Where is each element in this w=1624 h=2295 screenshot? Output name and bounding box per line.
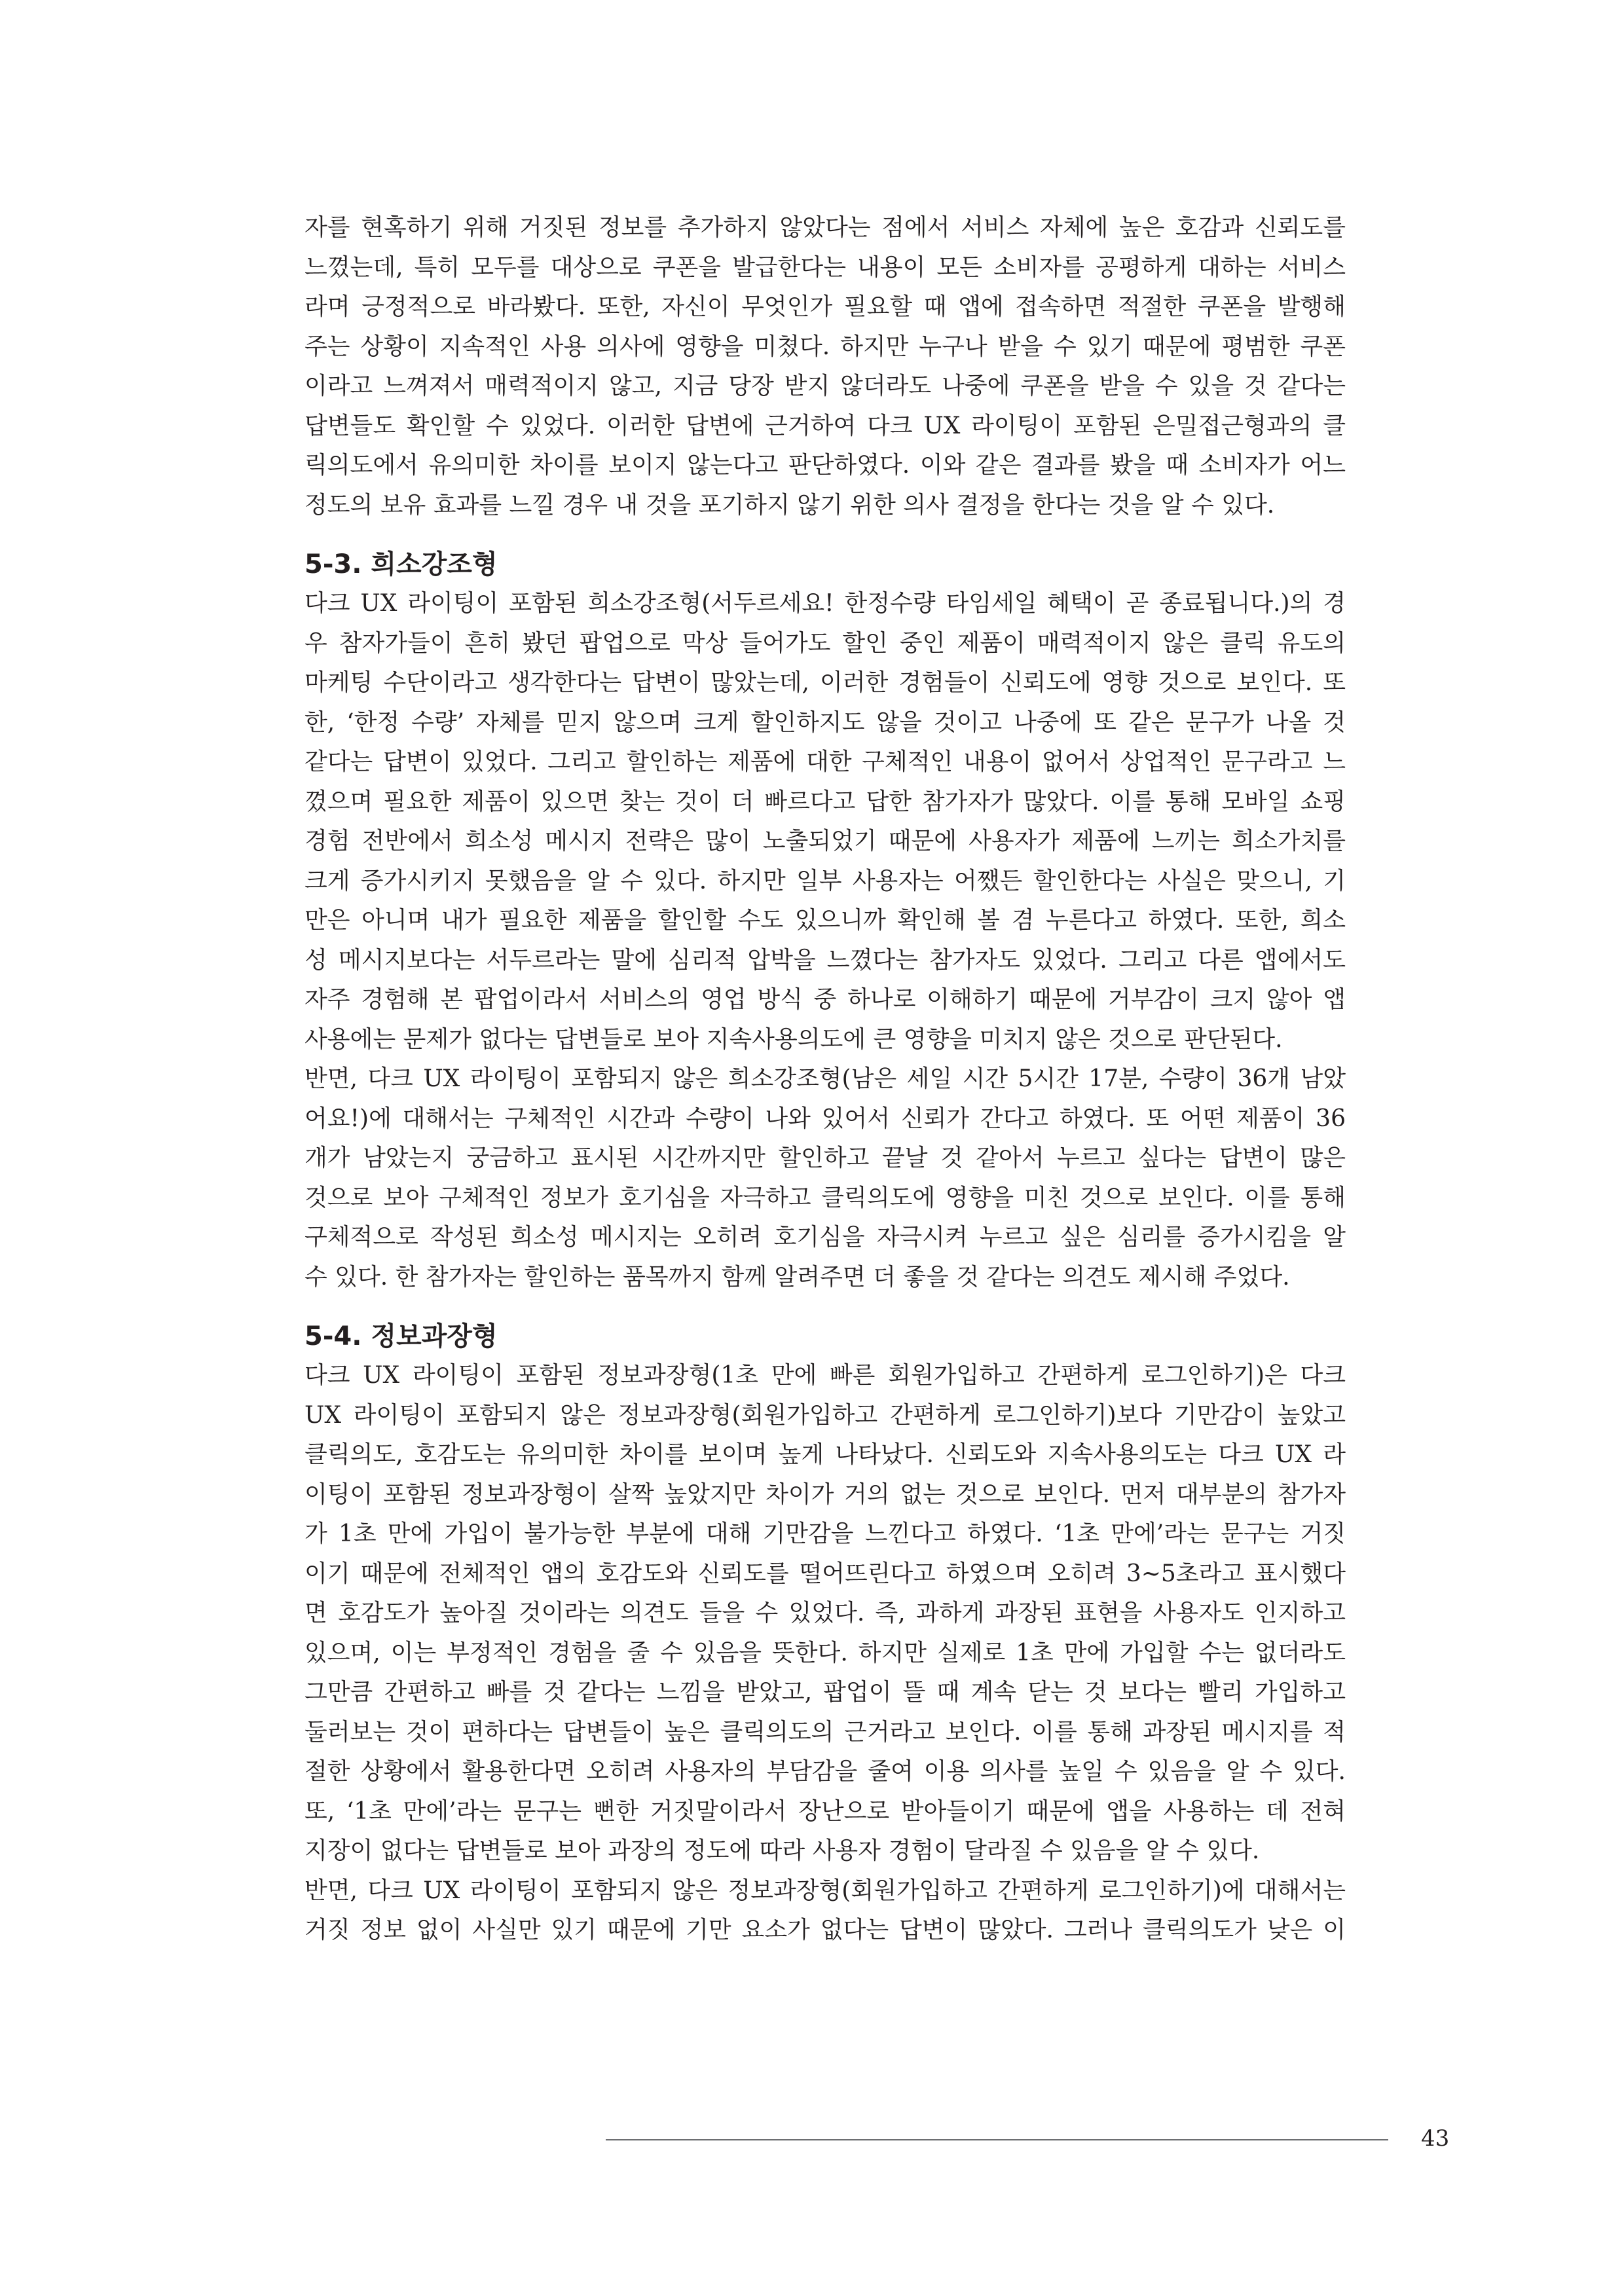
text-line: 자를 현혹하기 위해 거짓된 정보를 추가하지 않았다는 점에서 서비스 자체에 높은 호감과 신뢰도를 xyxy=(304,214,1346,241)
text-line: 릭의도에서 유의미한 차이를 보이지 않는다고 판단하였다. 이와 같은 결과를 봤을 때 소비자가 어느 xyxy=(304,452,1346,479)
text-line: 구체적으로 작성된 희소성 메시지는 오히려 호기심을 자극시켜 누르고 싶은 심리를 증가시킴을 알 xyxy=(304,1224,1346,1251)
text-line: 꼈으며 필요한 제품이 있으면 찾는 것이 더 빠르다고 답한 참가자가 많았다. 이를 통해 모바일 쇼핑 xyxy=(304,788,1346,815)
text-line: 만은 아니며 내가 필요한 제품을 할인할 수도 있으니까 확인해 볼 겸 누른다고 하였다. 또한, 희소 xyxy=(304,907,1346,934)
text-line: 주는 상황이 지속적인 사용 의사에 영향을 미쳤다. 하지만 누구나 받을 수 있기 때문에 평범한 쿠폰 xyxy=(304,333,1346,360)
text-line: 한, ‘한정 수량’ 자체를 믿지 않으며 크게 할인하지도 않을 것이고 나중에 또 같은 문구가 나올 것 xyxy=(304,708,1346,736)
text-line: 절한 상황에서 활용한다면 오히려 사용자의 부담감을 줄여 이용 의사를 높일 수 있음을 알 수 있다. xyxy=(304,1758,1346,1785)
page-number: 43 xyxy=(1421,2125,1450,2152)
text-line: 클릭의도, 호감도는 유의미한 차이를 보이며 높게 나타났다. 신뢰도와 지속사용의도는 다크 UX 라 xyxy=(304,1441,1346,1468)
text-line: 반면, 다크 UX 라이팅이 포함되지 않은 희소강조형(남은 세일 시간 5시간 17분, 수량이 36개 남았 xyxy=(304,1065,1346,1092)
text-line: 마케팅 수단이라고 생각한다는 답변이 많았는데, 이러한 경험들이 신뢰도에 영향 것으로 보인다. 또 xyxy=(304,669,1346,696)
text-line: 크게 증가시키지 못했음을 알 수 있다. 하지만 일부 사용자는 어쨌든 할인한다는 사실은 맞으니, 기 xyxy=(304,867,1346,894)
text-line: 같다는 답변이 있었다. 그리고 할인하는 제품에 대한 구체적인 내용이 없어서 상업적인 문구라고 느 xyxy=(304,748,1346,775)
footer-rule xyxy=(606,2139,1388,2140)
text-line: 느꼈는데, 특히 모두를 대상으로 쿠폰을 발급한다는 내용이 모든 소비자를 공평하게 대하는 서비스 xyxy=(304,253,1346,281)
text-line: 있으며, 이는 부정적인 경험을 줄 수 있음을 뜻한다. 하지만 실제로 1초 만에 가입할 수는 없더라도 xyxy=(304,1639,1346,1666)
text-line: 또, ‘1초 만에’라는 문구는 뻔한 거짓말이라서 장난으로 받아들이기 때문에 앱을 사용하는 데 전혀 xyxy=(304,1797,1346,1825)
text-line: 자주 경험해 본 팝업이라서 서비스의 영업 방식 중 하나로 이해하기 때문에 거부감이 크지 않아 앱 xyxy=(304,986,1346,1013)
section-heading: 5-3. 희소강조형 xyxy=(304,549,498,579)
text-line: 것으로 보아 구체적인 정보가 호기심을 자극하고 클릭의도에 영향을 미친 것으로 보인다. 이를 통해 xyxy=(304,1184,1346,1211)
text-line: 다크 UX 라이팅이 포함된 희소강조형(서두르세요! 한정수량 타임세일 혜택이 곧 종료됩니다.)의 경 xyxy=(304,590,1346,617)
text-line: 개가 남았는지 궁금하고 표시된 시간까지만 할인하고 끝날 것 같아서 누르고 싶다는 답변이 많은 xyxy=(304,1145,1346,1171)
text-line: 이팅이 포함된 정보과장형이 살짝 높았지만 차이가 거의 없는 것으로 보인다. 먼저 대부분의 참가자 xyxy=(304,1480,1346,1508)
text-line: 답변들도 확인할 수 있었다. 이러한 답변에 근거하여 다크 UX 라이팅이 포함된 은밀접근형과의 클 xyxy=(304,412,1346,439)
text-line: 수 있다. 한 참가자는 할인하는 품목까지 함께 알려주면 더 좋을 것 같다는 의견도 제시해 주었다. xyxy=(304,1263,1290,1291)
text-line: 가 1초 만에 가입이 불가능한 부분에 대해 기만감을 느낀다고 하였다. ‘1초 만에’라는 문구는 거짓 xyxy=(304,1520,1346,1547)
text-line: 그만큼 간편하고 빠를 것 같다는 느낌을 받았고, 팝업이 뜰 때 계속 닫는 것 보다는 빨리 가입하고 xyxy=(304,1679,1346,1706)
text-line: 사용에는 문제가 없다는 답변들로 보아 지속사용의도에 큰 영향을 미치지 않은 것으로 판단된다. xyxy=(304,1025,1283,1053)
intro-paragraph xyxy=(304,208,1346,525)
text-line: 면 호감도가 높아질 것이라는 의견도 들을 수 있었다. 즉, 과하게 과장된 표현을 사용자도 인지하고 xyxy=(304,1600,1346,1626)
text-line: 성 메시지보다는 서두르라는 말에 심리적 압박을 느꼈다는 참가자도 있었다. 그리고 다른 앱에서도 xyxy=(304,946,1346,974)
page-body xyxy=(304,208,1346,1951)
section-exaggeration xyxy=(304,1317,1346,1951)
text-line: 이라고 느껴져서 매력적이지 않고, 지금 당장 받지 않더라도 나중에 쿠폰을 받을 수 있을 것 같다는 xyxy=(304,373,1346,399)
text-line: 거짓 정보 없이 사실만 있기 때문에 기만 요소가 없다는 답변이 많았다. 그러나 클릭의도가 낮은 이 xyxy=(304,1917,1346,1943)
text-line: 우 참자가들이 흔히 봤던 팝업으로 막상 들어가도 할인 중인 제품이 매력적이지 않은 클릭 유도의 xyxy=(304,629,1346,657)
text-line: 경험 전반에서 희소성 메시지 전략은 많이 노출되었기 때문에 사용자가 제품에 느끼는 희소가치를 xyxy=(304,828,1346,854)
text-line: 이기 때문에 전체적인 앱의 호감도와 신뢰도를 떨어뜨린다고 하였으며 오히려 3~5초라고 표시했다 xyxy=(304,1560,1346,1587)
text-line: 정도의 보유 효과를 느낄 경우 내 것을 포기하지 않기 위한 의사 결정을 한다는 것을 알 수 있다. xyxy=(304,491,1275,519)
text-line: 지장이 없다는 답변들로 보아 과장의 정도에 따라 사용자 경험이 달라질 수 있음을 알 수 있다. xyxy=(304,1837,1260,1864)
text-line: 라며 긍정적으로 바라봤다. 또한, 자신이 무엇인가 필요할 때 앱에 접속하면 적절한 쿠폰을 발행해 xyxy=(304,293,1346,320)
text-line: 어요!)에 대해서는 구체적인 시간과 수량이 나와 있어서 신뢰가 간다고 하였다. 또 어떤 제품이 36 xyxy=(304,1105,1346,1132)
text-line: 둘러보는 것이 편하다는 답변들이 높은 클릭의도의 근거라고 보인다. 이를 통해 과장된 메시지를 적 xyxy=(304,1718,1346,1746)
section-heading: 5-4. 정보과장형 xyxy=(304,1321,498,1351)
text-line: UX 라이팅이 포함되지 않은 정보과장형(회원가입하고 간편하게 로그인하기)보다 기만감이 높았고 xyxy=(304,1401,1346,1429)
section-scarcity xyxy=(304,545,1346,1297)
text-line: 다크 UX 라이팅이 포함된 정보과장형(1초 만에 빠른 회원가입하고 간편하게 로그인하기)은 다크 xyxy=(304,1362,1346,1389)
text-line: 반면, 다크 UX 라이팅이 포함되지 않은 정보과장형(회원가입하고 간편하게 로그인하기)에 대해서는 xyxy=(304,1877,1346,1904)
